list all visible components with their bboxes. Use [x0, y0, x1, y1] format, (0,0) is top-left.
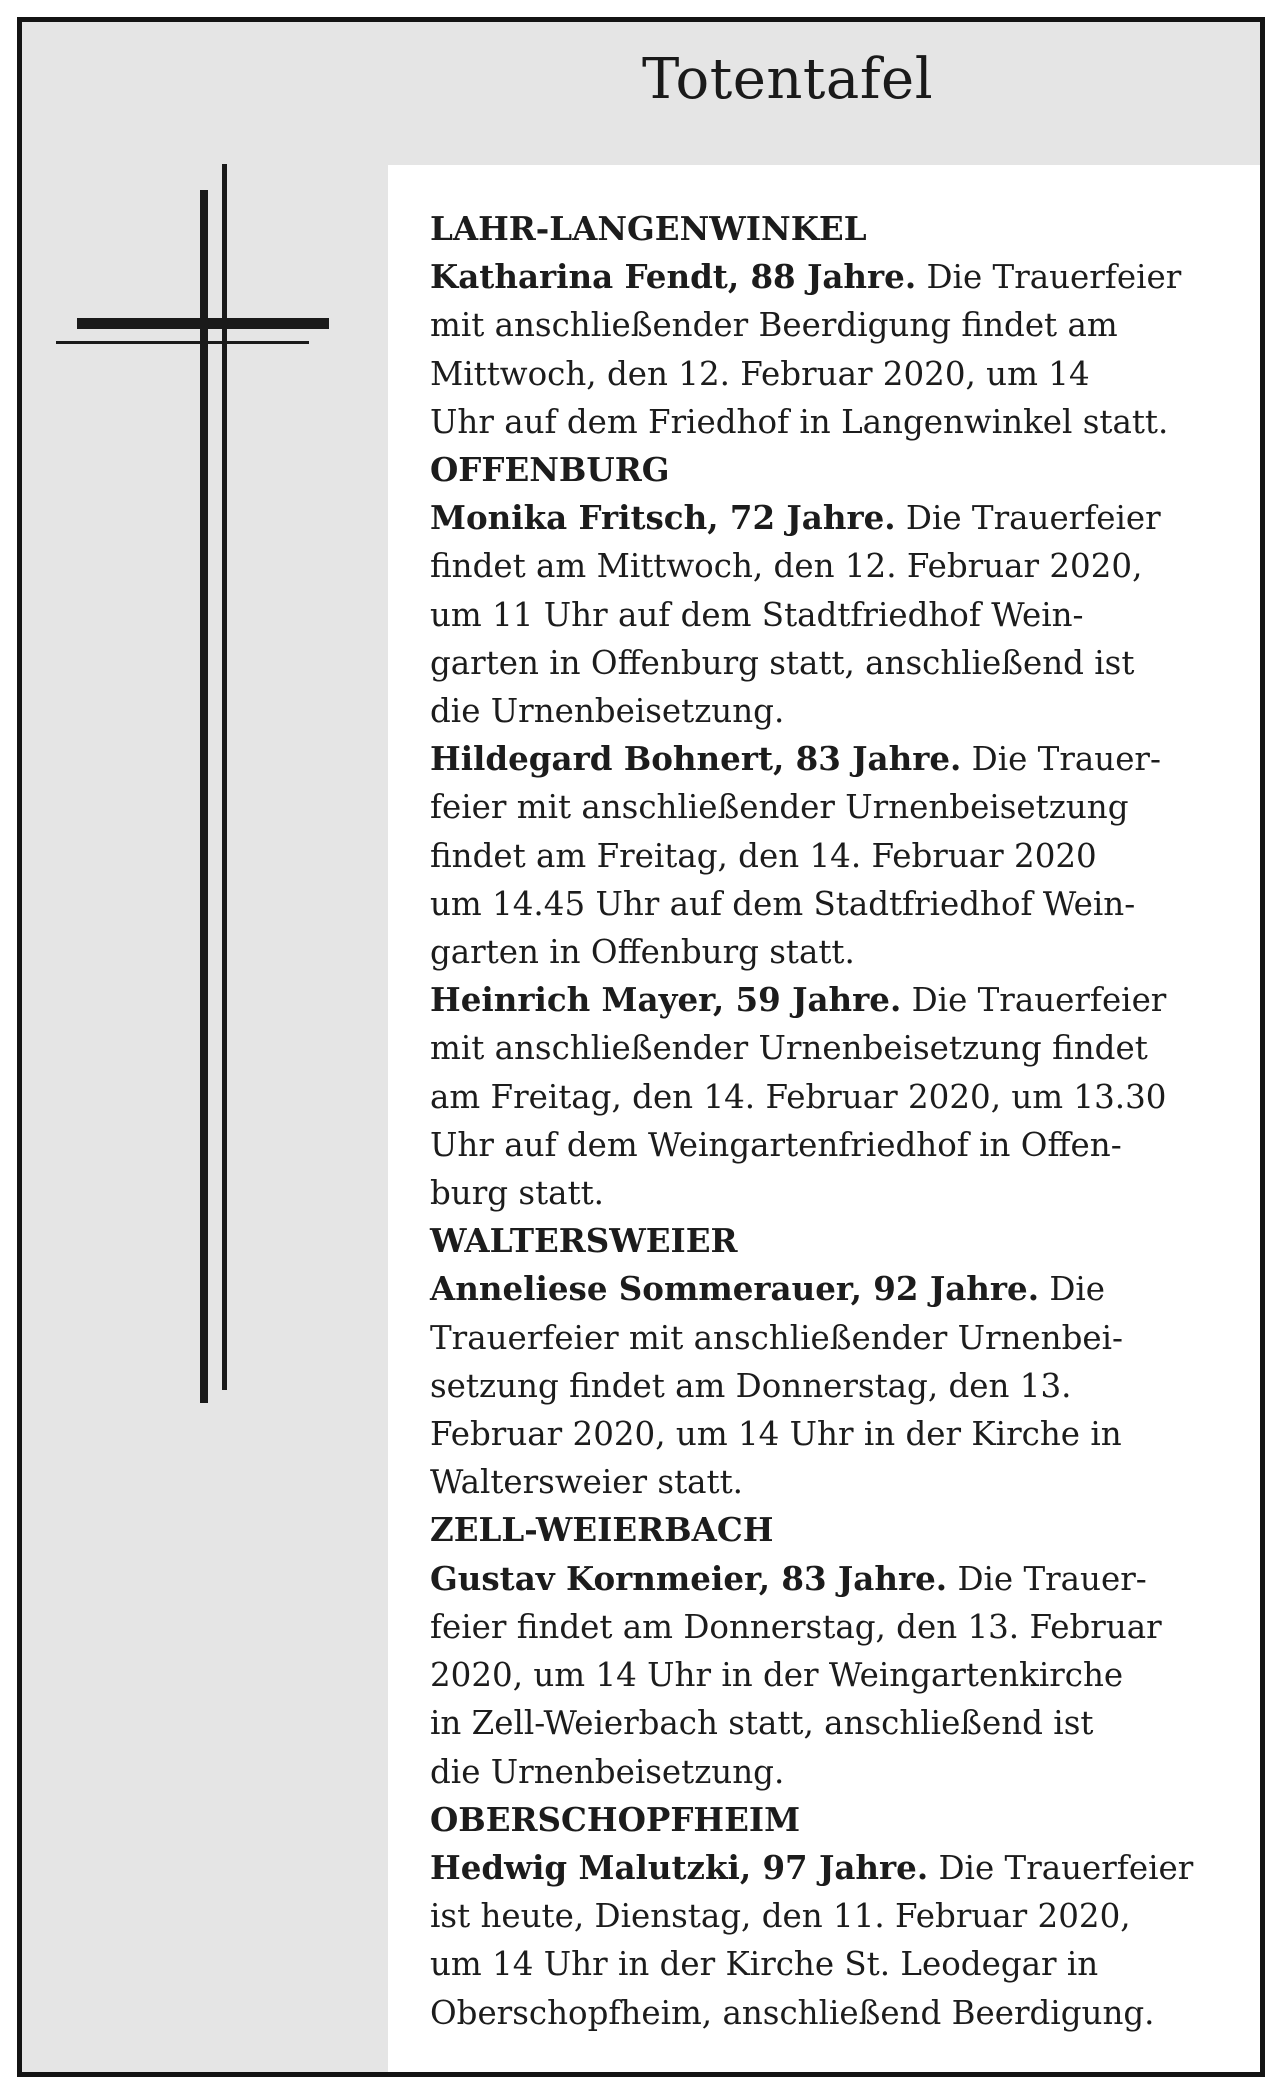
- obituary-frame: [17, 17, 1265, 2077]
- deceased-name-age: Katharina Fendt, 88 Jahre.: [430, 257, 917, 297]
- notice-line: garten in Offenburg statt.: [430, 933, 855, 972]
- town-heading: WALTERSWEIER: [430, 1221, 738, 1261]
- obituary-notice: [430, 976, 1265, 1217]
- deceased-name-age: Hildegard Bohnert, 83 Jahre.: [430, 739, 962, 779]
- notice-line: findet am Mittwoch, den 12. Februar 2020,: [430, 547, 1143, 586]
- obituary-notice: [430, 1265, 1265, 1506]
- notice-line: [430, 253, 1265, 301]
- notice-line: die Urnenbeisetzung.: [430, 692, 785, 731]
- obituary-content: [388, 165, 1260, 2072]
- notice-text: Die Trauer-: [947, 1559, 1147, 1598]
- notice-line: feier findet am Donnerstag, den 13. Februar: [430, 1607, 1162, 1646]
- notice-line: Mittwoch, den 12. Februar 2020, um 14: [430, 354, 1090, 393]
- notice-line: die Urnenbeisetzung.: [430, 1752, 785, 1791]
- notice-line: feier mit anschließender Urnenbeisetzung: [430, 788, 1129, 827]
- notice-line: setzung findet am Donnerstag, den 13.: [430, 1366, 1072, 1405]
- notice-line: um 14.45 Uhr auf dem Stadtfriedhof Wein-: [430, 884, 1136, 923]
- obituary-notice: [430, 253, 1265, 446]
- obituary-notices: [430, 205, 1265, 2037]
- notice-line: [430, 1265, 1265, 1313]
- notice-line: Trauerfeier mit anschließender Urnenbei-: [430, 1318, 1124, 1357]
- notice-line: mit anschließender Beerdigung findet am: [430, 306, 1118, 345]
- notice-text: Die Trauerfeier: [928, 1848, 1194, 1887]
- notice-line: [430, 1555, 1265, 1603]
- deceased-name-age: Gustav Kornmeier, 83 Jahre.: [430, 1558, 948, 1598]
- notice-line: [430, 976, 1265, 1024]
- town-heading: ZELL-WEIERBACH: [430, 1510, 774, 1550]
- deceased-name-age: Heinrich Mayer, 59 Jahre.: [430, 980, 902, 1020]
- notice-line: [430, 494, 1265, 542]
- notice-line: Uhr auf dem Friedhof in Langenwinkel statt.: [430, 402, 1169, 441]
- deceased-name-age: Hedwig Malutzki, 97 Jahre.: [430, 1847, 929, 1887]
- notice-line: [430, 735, 1265, 783]
- town-heading: LAHR-LANGENWINKEL: [430, 209, 867, 248]
- notice-line: in Zell-Weierbach statt, anschließend ist: [430, 1704, 1094, 1743]
- notice-line: mit anschließender Urnenbeisetzung findet: [430, 1029, 1148, 1068]
- notice-text: Die Trauer-: [961, 740, 1161, 779]
- notice-line: Oberschopfheim, anschließend Beerdigung.: [430, 1993, 1155, 2032]
- obituary-notice: [430, 494, 1265, 735]
- notice-line: um 11 Uhr auf dem Stadtfriedhof Wein-: [430, 595, 1084, 634]
- notice-line: Uhr auf dem Weingartenfriedhof in Offen-: [430, 1125, 1122, 1164]
- cross-horizontal-bar-top: [77, 318, 329, 329]
- notice-line: um 14 Uhr in der Kirche St. Leodegar in: [430, 1945, 1099, 1984]
- notice-line: Waltersweier statt.: [430, 1463, 743, 1502]
- deceased-name-age: Anneliese Sommerauer, 92 Jahre.: [430, 1269, 1040, 1309]
- notice-text: Die: [1039, 1270, 1106, 1309]
- town-heading: OFFENBURG: [430, 450, 670, 490]
- notice-line: burg statt.: [430, 1174, 604, 1213]
- notice-line: Februar 2020, um 14 Uhr in der Kirche in: [430, 1415, 1122, 1454]
- notice-text: Die Trauerfeier: [916, 258, 1182, 297]
- notice-line: am Freitag, den 14. Februar 2020, um 13.30: [430, 1077, 1167, 1116]
- notice-text: Die Trauerfeier: [901, 981, 1167, 1020]
- page-title: Totentafel: [642, 47, 934, 112]
- notice-text: Die Trauerfeier: [895, 499, 1161, 538]
- cross-horizontal-bar-bottom: [56, 341, 309, 344]
- notice-line: [430, 1844, 1265, 1892]
- obituary-notice: [430, 735, 1265, 976]
- cross-vertical-bar-left: [200, 190, 208, 1403]
- obituary-notice: [430, 1844, 1265, 2037]
- town-heading: OBERSCHOPFHEIM: [430, 1799, 801, 1839]
- notice-line: findet am Freitag, den 14. Februar 2020: [430, 836, 1097, 875]
- notice-line: garten in Offenburg statt, anschließend ist: [430, 643, 1135, 682]
- notice-line: ist heute, Dienstag, den 11. Februar 2020,: [430, 1897, 1131, 1936]
- deceased-name-age: Monika Fritsch, 72 Jahre.: [430, 498, 896, 538]
- cross-vertical-bar-right: [222, 164, 227, 1390]
- obituary-notice: [430, 1555, 1265, 1796]
- notice-line: 2020, um 14 Uhr in der Weingartenkirche: [430, 1656, 1124, 1695]
